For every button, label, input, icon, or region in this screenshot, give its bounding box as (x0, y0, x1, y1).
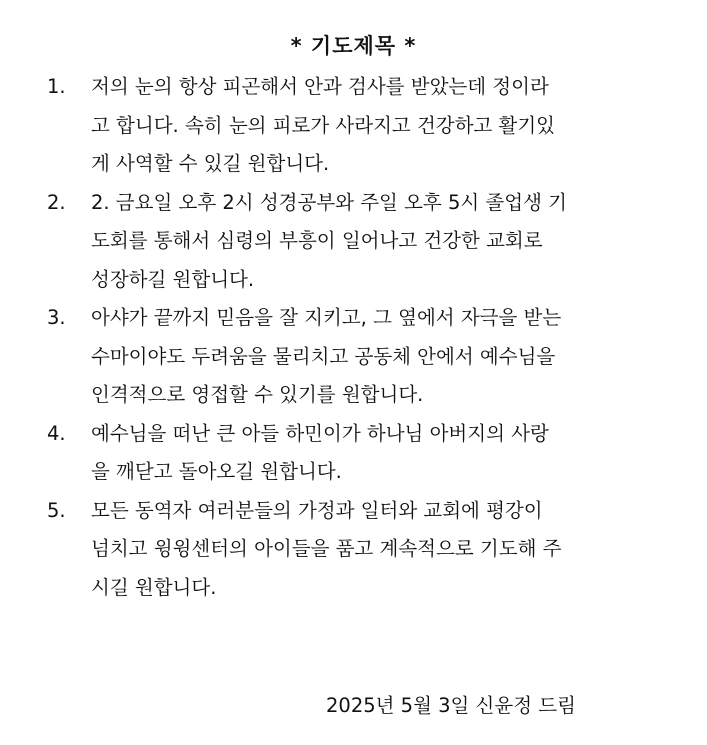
prayer-item-1 (47, 68, 667, 184)
prayer-list (47, 68, 667, 607)
prayer-item-4 (47, 415, 667, 492)
item-text (91, 299, 667, 415)
item-text-line: 수마이야도 두려움을 물리치고 공동체 안에서 예수님을 (91, 344, 556, 368)
prayer-item-2 (47, 184, 667, 300)
signature: 2025년 5월 3일 신윤정 드림 (326, 694, 576, 717)
item-text-line: 2. 금요일 오후 2시 성경공부와 주일 오후 5시 졸업생 기 (91, 190, 567, 214)
item-text-line: 게 사역할 수 있길 원합니다. (91, 152, 330, 175)
item-text-line: 고 합니다. 속히 눈의 피로가 사라지고 건강하고 활기있 (91, 113, 556, 137)
prayer-item-3 (47, 299, 667, 415)
item-text-line: 도회를 통해서 심령의 부흥이 일어나고 건강한 교회로 (91, 229, 543, 252)
item-number: 1. (47, 75, 66, 98)
item-text-line: 예수님을 떠난 큰 아들 하민이가 하나님 아버지의 사랑 (91, 421, 549, 445)
item-text-line: 성장하길 원합니다. (91, 267, 255, 291)
item-text (91, 415, 667, 492)
item-text-line: 아샤가 끝까지 믿음을 잘 지키고, 그 옆에서 자극을 받는 (91, 306, 562, 329)
item-number: 4. (47, 421, 66, 445)
item-text-line: 인격적으로 영접할 수 있기를 원합니다. (91, 383, 424, 406)
document-title: * 기도제목 * (290, 34, 417, 58)
item-text (91, 492, 667, 608)
item-text-line: 저의 눈의 항상 피곤해서 안과 검사를 받았는데 정이라 (91, 75, 549, 98)
item-text-line: 을 깨닫고 돌아오길 원합니다. (91, 460, 342, 483)
item-text-line: 넘치고 윙윙센터의 아이들을 품고 계속적으로 기도해 주 (91, 537, 562, 560)
prayer-item-5 (47, 492, 667, 608)
item-text-line: 시길 원합니다. (91, 575, 217, 599)
item-text-line: 모든 동역자 여러분들의 가정과 일터와 교회에 평강이 (91, 498, 543, 522)
item-number: 3. (47, 306, 66, 329)
item-number: 5. (47, 498, 66, 522)
item-text (91, 184, 667, 300)
item-number: 2. (47, 190, 66, 214)
item-text (91, 68, 667, 184)
